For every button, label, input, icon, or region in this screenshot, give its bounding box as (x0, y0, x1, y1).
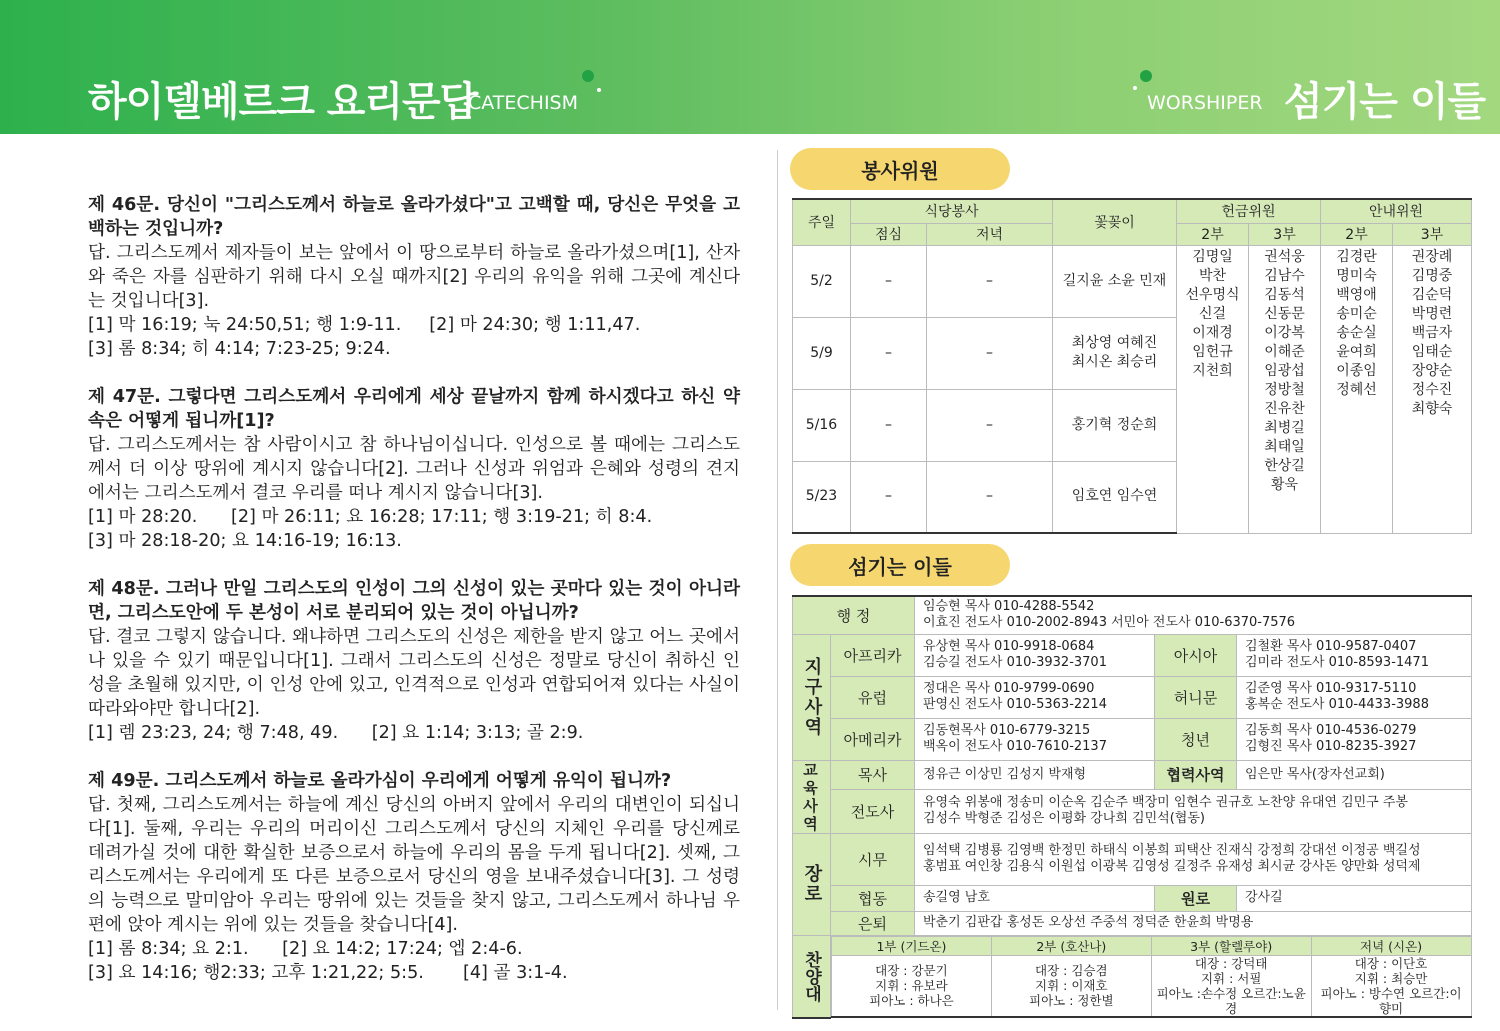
usher-2-list: 김경란 명미숙 백영애 송미순 송순실 윤여희 이종임 정혜선 (1321, 245, 1393, 533)
choir-members: 대장 : 강덕태 지휘 : 서필 피아노 :손수정 오르간:노윤경 (1151, 955, 1311, 1017)
catechism-question-block (88, 769, 740, 985)
reference-text: [1] 막 16:19; 눅 24:50,51; 행 1:9-11. [2] 마 24:30; 행 1:11,47. (88, 315, 641, 335)
district-contacts: 김동현목사 010-6779-3215 백옥이 전도사 010-7610-2137 (915, 718, 1155, 760)
coop2-label: 협동 (831, 885, 915, 911)
service-row (793, 245, 1472, 317)
pastor-value: 정유근 이상민 김성지 박재형 (915, 760, 1155, 790)
day-header: 주일 (793, 199, 851, 245)
catechism-question-block (88, 577, 740, 745)
answer-text: 답. 그리스도께서 제자들이 보는 앞에서 이 땅으로부터 하늘로 올라가셨으며[1], 산자와 죽은 자를 심판하기 위해 다시 오실 때까지[2] 우리의 유익을 위해 그곳에 계신다는 것입니다[3]. (88, 243, 740, 311)
flower-cell: 임호연 임수연 (1053, 461, 1177, 533)
flower-cell: 최상영 여혜진 최시온 최승리 (1053, 317, 1177, 389)
question-text: 제 49문. 그리스도께서 하늘로 올라가심이 우리에게 어떻게 유익이 됩니까? (88, 771, 672, 791)
catechism-subtitle: CATECHISM (468, 92, 579, 114)
district-name: 아시아 (1155, 634, 1237, 676)
green-dot-icon (582, 70, 594, 82)
worshiper-subtitle: WORSHIPER (1147, 92, 1263, 114)
green-dot-icon (1140, 70, 1152, 82)
servers-table (792, 595, 1472, 1019)
retired-label: 은퇴 (831, 911, 915, 935)
dinner-cell: – (927, 317, 1053, 389)
lunch-cell: – (851, 317, 927, 389)
district-name: 청년 (1155, 718, 1237, 760)
district-name: 아프리카 (831, 634, 915, 676)
catechism-title: 하이델베르크 요리문답 (88, 79, 478, 125)
coop-value: 임은만 목사(장자선교회) (1237, 760, 1472, 790)
day-cell: 5/9 (793, 317, 851, 389)
answer-text: 답. 첫째, 그리스도께서는 하늘에 계신 당신의 아버지 앞에서 우리의 대변인이 되십니다[1]. 둘째, 우리는 우리의 머리이신 그리스도께서 당신의 지체인 우리를 당신께로 데려가실 것에 대한 확실한 보증으로서 하늘에 우리의 몸을 두게 됩니다[2]. 셋째, 그리스도께서는 우리에게 또 다른 보증으로서 당신의 영을 보내주셨습니다[3]. 그 성령의 능력으로 말미암아 우리는 땅위에 있는 것들을 찾지 않고, 그리스도께서 하나님 우편에 앉아 계시는 위에 있는 것들을 찾습니다[4]. (88, 795, 740, 935)
white-dot-icon (597, 88, 601, 92)
evangelist-value: 유영숙 위봉애 정송미 이순옥 김순주 백장미 임현수 권규호 노찬양 유대연 김민구 주봉 김성수 박형준 김성은 이평화 강나희 김민석(협동) (915, 790, 1472, 833)
district-name: 허니문 (1155, 676, 1237, 718)
choir-header: 2부 (호산나) (991, 936, 1151, 955)
service-pill: 봉사위원 (790, 148, 1010, 190)
service-table (792, 198, 1472, 534)
choir-table (831, 936, 1472, 1018)
honor-label: 원로 (1155, 885, 1237, 911)
choir-header: 저녁 (시온) (1311, 936, 1471, 955)
retired-value: 박춘기 김판갑 홍성돈 오상선 주중석 정덕준 한윤희 박명용 (915, 911, 1472, 935)
district-contacts: 김철환 목사 010-9587-0407 김미라 전도사 010-8593-1471 (1237, 634, 1472, 676)
district-name: 아메리카 (831, 718, 915, 760)
page-header (0, 0, 1500, 134)
pastor-label: 목사 (831, 760, 915, 790)
district-contacts: 김준영 목사 010-9317-5110 홍복순 전도사 010-4433-3988 (1237, 676, 1472, 718)
reference-text: [3] 마 28:18-20; 요 14:16-19; 16:13. (88, 531, 402, 551)
flower-cell: 길지윤 소윤 민재 (1053, 245, 1177, 317)
meal-header: 식당봉사 (851, 199, 1053, 223)
usher-header: 안내위원 (1321, 199, 1472, 223)
reference-text: [1] 렘 23:23, 24; 행 7:48, 49. [2] 요 1:14; 3:13; 골 2:9. (88, 723, 584, 743)
day-cell: 5/16 (793, 389, 851, 461)
dinner-cell: – (927, 389, 1053, 461)
lunch-header: 점심 (851, 223, 927, 245)
answer-text: 답. 그리스도께서는 참 사람이시고 참 하나님이십니다. 인성으로 볼 때에는 그리스도께서 더 이상 땅위에 계시지 않습니다[2]. 그러나 신성과 위엄과 은혜와 성령의 견지에서는 그리스도께서 결코 우리를 떠나 계시지 않습니다[3]. (88, 435, 740, 503)
servers-pill: 섬기는 이들 (790, 544, 1010, 586)
day-cell: 5/23 (793, 461, 851, 533)
admin-label: 행 정 (793, 596, 915, 634)
choir-label: 찬양대 (793, 935, 831, 1018)
district-contacts: 유상현 목사 010-9918-0684 김승길 전도사 010-3932-3701 (915, 634, 1155, 676)
column-divider (777, 150, 778, 1010)
district-contacts: 김동희 목사 010-4536-0279 김형진 목사 010-8235-3927 (1237, 718, 1472, 760)
dinner-header: 저녁 (927, 223, 1053, 245)
lunch-cell: – (851, 461, 927, 533)
offering-3-header: 3부 (1249, 223, 1321, 245)
catechism-question-block (88, 385, 740, 553)
catechism-question-block (88, 193, 740, 361)
district-name: 유럽 (831, 676, 915, 718)
answer-text: 답. 결코 그렇지 않습니다. 왜냐하면 그리스도의 신성은 제한을 받지 않고 어느 곳에서나 있을 수 있기 때문입니다[1]. 그래서 그리스도의 신성은 정말로 당신이 취하신 인성을 초월해 있지만, 이 인성 안에 있고, 인격적으로 인성과 연합되어져 있다는 사실이 따라와야만 합니다[2]. (88, 627, 740, 719)
question-text: 제 46문. 당신이 "그리스도께서 하늘로 올라가셨다"고 고백할 때, 당신은 무엇을 고백하는 것입니까? (88, 195, 740, 239)
evangelist-label: 전도사 (831, 790, 915, 833)
dinner-cell: – (927, 245, 1053, 317)
flower-header: 꽃꽂이 (1053, 199, 1177, 245)
usher-2-header: 2부 (1321, 223, 1393, 245)
day-cell: 5/2 (793, 245, 851, 317)
admin-value: 임승현 목사 010-4288-5542 이효진 전도사 010-2002-8943 서민아 전도사 010-6370-7576 (915, 596, 1472, 634)
coop-label: 협력사역 (1155, 760, 1237, 790)
edu-label: 교육사역 (793, 760, 831, 833)
question-text: 제 48문. 그러나 만일 그리스도의 인성이 그의 신성이 있는 곳마다 있는 것이 아니라면, 그리스도안에 두 본성이 서로 분리되어 있는 것이 아닙니까? (88, 579, 740, 623)
active-value: 임석택 김병룡 김영백 한정민 하태식 이봉희 피택산 진재식 강정희 강대선 이정공 백길성 홍범표 여인창 김용식 이원섭 이광복 김영성 길정주 유재성 최시균 강사돈 양만화 성덕제 (915, 833, 1472, 885)
reference-text: [1] 마 28:20. [2] 마 26:11; 요 16:28; 17:11; 행 3:19-21; 히 8:4. (88, 507, 653, 527)
reference-text: [3] 롬 8:34; 히 4:14; 7:23-25; 9:24. (88, 339, 391, 359)
service-rows (793, 245, 1472, 533)
white-dot-icon (1133, 86, 1137, 90)
offering-2-list: 김명일 박찬 선우명식 신걸 이재경 임헌규 지천희 (1177, 245, 1249, 533)
question-text: 제 47문. 그렇다면 그리스도께서 우리에게 세상 끝날까지 함께 하시겠다고 하신 약속은 어떻게 됩니까[1]? (88, 387, 740, 431)
usher-3-list: 권장례 김명중 김순덕 박명련 백금자 임태순 장양순 정수진 최향숙 (1393, 245, 1472, 533)
offering-2-header: 2부 (1177, 223, 1249, 245)
district-contacts: 정대은 목사 010-9799-0690 판영신 전도사 010-5363-2214 (915, 676, 1155, 718)
lunch-cell: – (851, 245, 927, 317)
honor-value: 강사길 (1237, 885, 1472, 911)
elder-label: 장로 (793, 833, 831, 935)
offering-header: 헌금위원 (1177, 199, 1321, 223)
choir-members: 대장 : 강문기 지휘 : 유보라 피아노 : 하나은 (832, 955, 992, 1017)
choir-members: 대장 : 김승겸 지휘 : 이재호 피아노 : 정한별 (991, 955, 1151, 1017)
worshiper-title: 섬기는 이들 (1284, 79, 1486, 125)
coop2-value: 송길영 남호 (915, 885, 1155, 911)
choir-header: 1부 (기드온) (832, 936, 992, 955)
district-label: 지구사역 (793, 634, 831, 760)
choir-header: 3부 (할렐루야) (1151, 936, 1311, 955)
reference-text: [3] 요 14:16; 행2:33; 고후 1:21,22; 5:5. [4] 골 3:1-4. (88, 963, 568, 983)
reference-text: [1] 롬 8:34; 요 2:1. [2] 요 14:2; 17:24; 엡 2:4-6. (88, 939, 523, 959)
lunch-cell: – (851, 389, 927, 461)
catechism-section (88, 193, 740, 1009)
choir-members: 대장 : 이단호 지휘 : 최승만 피아노 : 방수연 오르간:이향미 (1311, 955, 1471, 1017)
dinner-cell: – (927, 461, 1053, 533)
active-label: 시무 (831, 833, 915, 885)
offering-3-list: 권석웅 김남수 김동석 신동문 이강복 이해준 임광섭 정방철 진유찬 최병길 최태일 한상길 황욱 (1249, 245, 1321, 533)
usher-3-header: 3부 (1393, 223, 1472, 245)
flower-cell: 홍기혁 정순희 (1053, 389, 1177, 461)
